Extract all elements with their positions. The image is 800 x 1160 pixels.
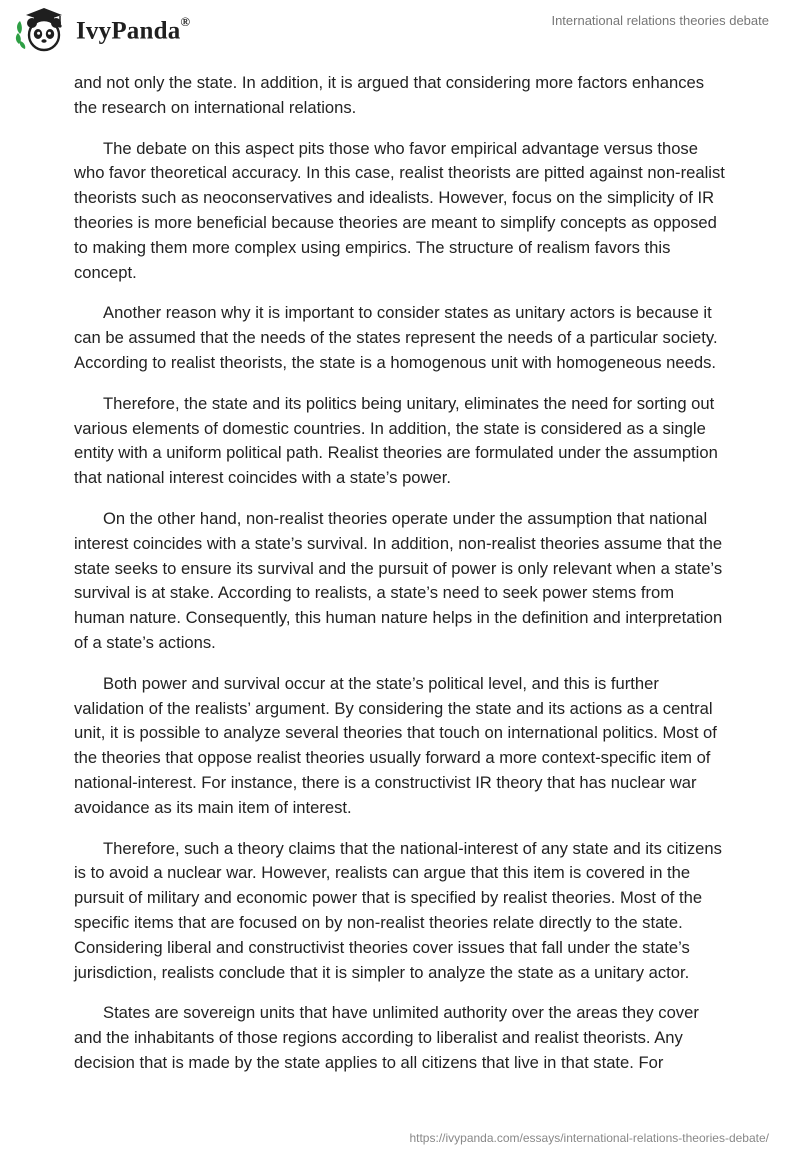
paragraph: States are sovereign units that have unlimited authority over the areas they cover and the inhabitants of those regions according to liberalist and realist theorists. Any decision that is made by the state applies to all citizens that live in that state. For	[74, 1003, 699, 1072]
essay-body	[74, 71, 729, 1092]
ivypanda-logo[interactable]	[14, 8, 190, 54]
page-header	[0, 0, 800, 64]
trademark-symbol: ®	[180, 13, 191, 29]
paragraph: Another reason why it is important to consider states as unitary actors is because it can be assumed that the needs of the states represent the needs of a particular society. According to realist theorists, the state is a homogenous unit with homogeneous needs.	[74, 303, 718, 372]
source-url-link[interactable]: https://ivypanda.com/essays/international-relations-theories-debate/	[409, 1131, 769, 1145]
brand-name: IvyPanda®	[76, 13, 191, 45]
paragraph: Both power and survival occur at the state’s political level, and this is further validation of the realists’ argument. By considering the state and its actions as a central unit, it is possible to analyze several theories that touch on international politics. Most of the theories that oppose realist theories usually forward a more context-specific item of national-interest. For instance, there is a constructivist IR theory that has nuclear war avoidance as its main item of interest.	[74, 673, 717, 817]
document-title: International relations theories debate	[551, 13, 769, 28]
paragraph: Therefore, the state and its politics being unitary, eliminates the need for sorting out various elements of domestic countries. In addition, the state is considered as a single entity with a uniform political path. Realist theories are formulated under the assumption that national interest coincides with a state’s power.	[74, 393, 718, 488]
paragraph: Therefore, such a theory claims that the national-interest of any state and its citizens is to avoid a nuclear war. However, realists can argue that this item is covered in the pursuit of military and economic power that is specified by realist theories. Most of the specific items that are focused on by non-realist theories relate directly to the state. Considering liberal and constructivist theories cover issues that fall under the state’s jurisdiction, realists conclude that it is simpler to analyze the state as a unitary actor.	[74, 838, 722, 982]
paragraph: On the other hand, non-realist theories operate under the assumption that national interest coincides with a state’s survival. In addition, non-realist theories assume that the state seeks to ensure its survival and the pursuit of power is only relevant when a state’s survival is at stake. According to realists, a state’s need to seek power stems from human nature. Consequently, this human nature helps in the definition and interpretation of a state’s actions.	[74, 508, 723, 652]
panda-graduate-icon	[14, 8, 70, 54]
paragraph: and not only the state. In addition, it is argued that considering more factors enhances the research on international relations.	[74, 73, 705, 117]
paragraph: The debate on this aspect pits those who favor empirical advantage versus those who favor theoretical accuracy. In this case, realist theorists are pitted against non-realist theorists such as neoconservatives and idealists. However, focus on the simplicity of IR theories is more beneficial because theories are meant to simplify concepts as opposed to making them more complex using empirics. The structure of realism favors this concept.	[74, 138, 725, 282]
